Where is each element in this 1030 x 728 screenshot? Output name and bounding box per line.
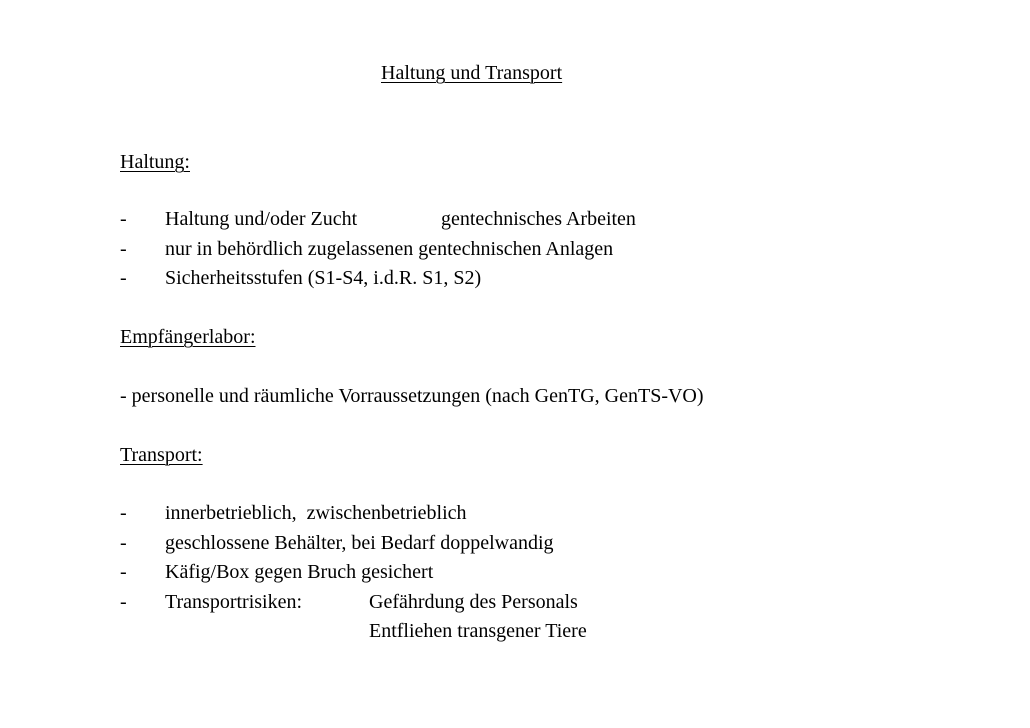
bullet-dash: -: [120, 208, 127, 230]
list-item-text: Sicherheitsstufen (S1-S4, i.d.R. S1, S2): [165, 267, 482, 289]
bullet-dash: -: [120, 532, 127, 554]
section-heading-haltung: Haltung:: [120, 151, 190, 173]
bullet-dash: -: [120, 502, 127, 524]
bullet-dash: -: [120, 561, 127, 583]
section-heading-empfaengerlabor: Empfängerlabor:: [120, 326, 256, 348]
list-item-text: innerbetrieblich, zwischenbetrieblich: [165, 502, 467, 524]
page-title: Haltung und Transport: [381, 62, 563, 84]
list-item-detail: Gefährdung des Personals: [369, 591, 578, 613]
list-item-detail: Entfliehen transgener Tiere: [369, 620, 587, 642]
list-item-text: nur in behördlich zugelassenen gentechnischen Anlagen: [165, 238, 614, 260]
list-item-text: geschlossene Behälter, bei Bedarf doppelwandig: [165, 532, 554, 554]
list-item-text: - personelle und räumliche Vorraussetzungen (nach GenTG, GenTS-VO): [120, 385, 704, 407]
list-item-text: Transportrisiken:: [165, 591, 303, 613]
bullet-dash: -: [120, 591, 127, 613]
section-heading-transport: Transport:: [120, 444, 203, 466]
list-item-text: Käfig/Box gegen Bruch gesichert: [165, 561, 434, 583]
list-item-detail: gentechnisches Arbeiten: [441, 208, 636, 230]
bullet-dash: -: [120, 238, 127, 260]
list-item-text: Haltung und/oder Zucht: [165, 208, 358, 230]
bullet-dash: -: [120, 267, 127, 289]
